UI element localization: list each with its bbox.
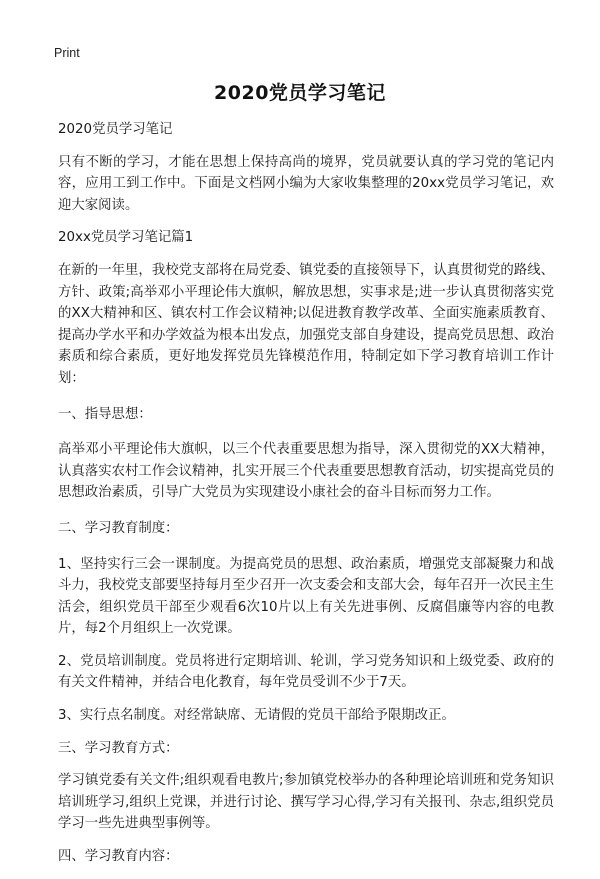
section-label: 20xx党员学习笔记篇1 <box>58 230 194 246</box>
body-paragraph: 学习镇党委有关文件;组织观看电教片;参加镇党校举办的各种理论培训班和党务知识培训班学习,组织上党课，并进行讨论、撰写学习心得,学习有关报刊、杂志,组织党员学习一些先进典型事例等。 <box>58 773 554 832</box>
print-link[interactable]: Print <box>54 46 80 60</box>
document-title: 2020党员学习笔记 <box>214 82 386 104</box>
body-paragraph: 1、坚持实行三会一课制度。为提高党员的思想、政治素质，增强党支部凝聚力和战斗力，我校党支部要坚持每月至少召开一次支委会和支部大会，每年召开一次民主生活会，组织党员干部至少观看6次10片以上有关先进事例、反腐倡廉等内容的电教片，每2个月组织上一次党课。 <box>58 556 554 637</box>
section-heading: 三、学习教育方式： <box>58 740 179 756</box>
intro-paragraph: 只有不断的学习，才能在思想上保持高尚的境界，党员就要认真的学习党的笔记内容，应用工到工作中。下面是文档网小编为大家收集整理的20xx党员学习笔记，欢迎大家阅读。 <box>58 154 554 213</box>
section-heading: 一、指导思想： <box>58 406 152 422</box>
document-subtitle: 2020党员学习笔记 <box>58 122 173 137</box>
body-paragraph: 3、实行点名制度。对经常缺席、无请假的党员干部给予限期改正。 <box>58 708 455 724</box>
body-paragraph: 在新的一年里，我校党支部将在局党委、镇党委的直接领导下，认真贯彻党的路线、方针、政策;高举邓小平理论伟大旗帜，解放思想，实事求是;进一步认真贯彻落实党的XX大精神和区、镇农村工作会议精神;以促进教育教学改革、全面实施素质教育、提高办学水平和办学效益为根本出发点，加强党支部自身建设，提高党员思想、政治素质和综合素质，更好地发挥党员先锋模范作用，特制定如下学习教育培训工作计划： <box>58 262 554 386</box>
section-heading: 二、学习教育制度： <box>58 520 179 536</box>
document-body <box>58 119 554 879</box>
section-heading: 四、学习教育内容： <box>58 849 179 865</box>
body-paragraph: 高举邓小平理论伟大旗帜，以三个代表重要思想为指导，深入贯彻党的XX大精神，认真落实农村工作会议精神，扎实开展三个代表重要思想教育活动，切实提高党员的思想政治素质，引导广大党员为实现建设小康社会的奋斗目标而努力工作。 <box>58 442 554 501</box>
body-paragraph: 2、党员培训制度。党员将进行定期培训、轮训，学习党务知识和上级党委、政府的有关文件精神，并结合电化教育，每年党员受训不少于7天。 <box>58 653 554 691</box>
